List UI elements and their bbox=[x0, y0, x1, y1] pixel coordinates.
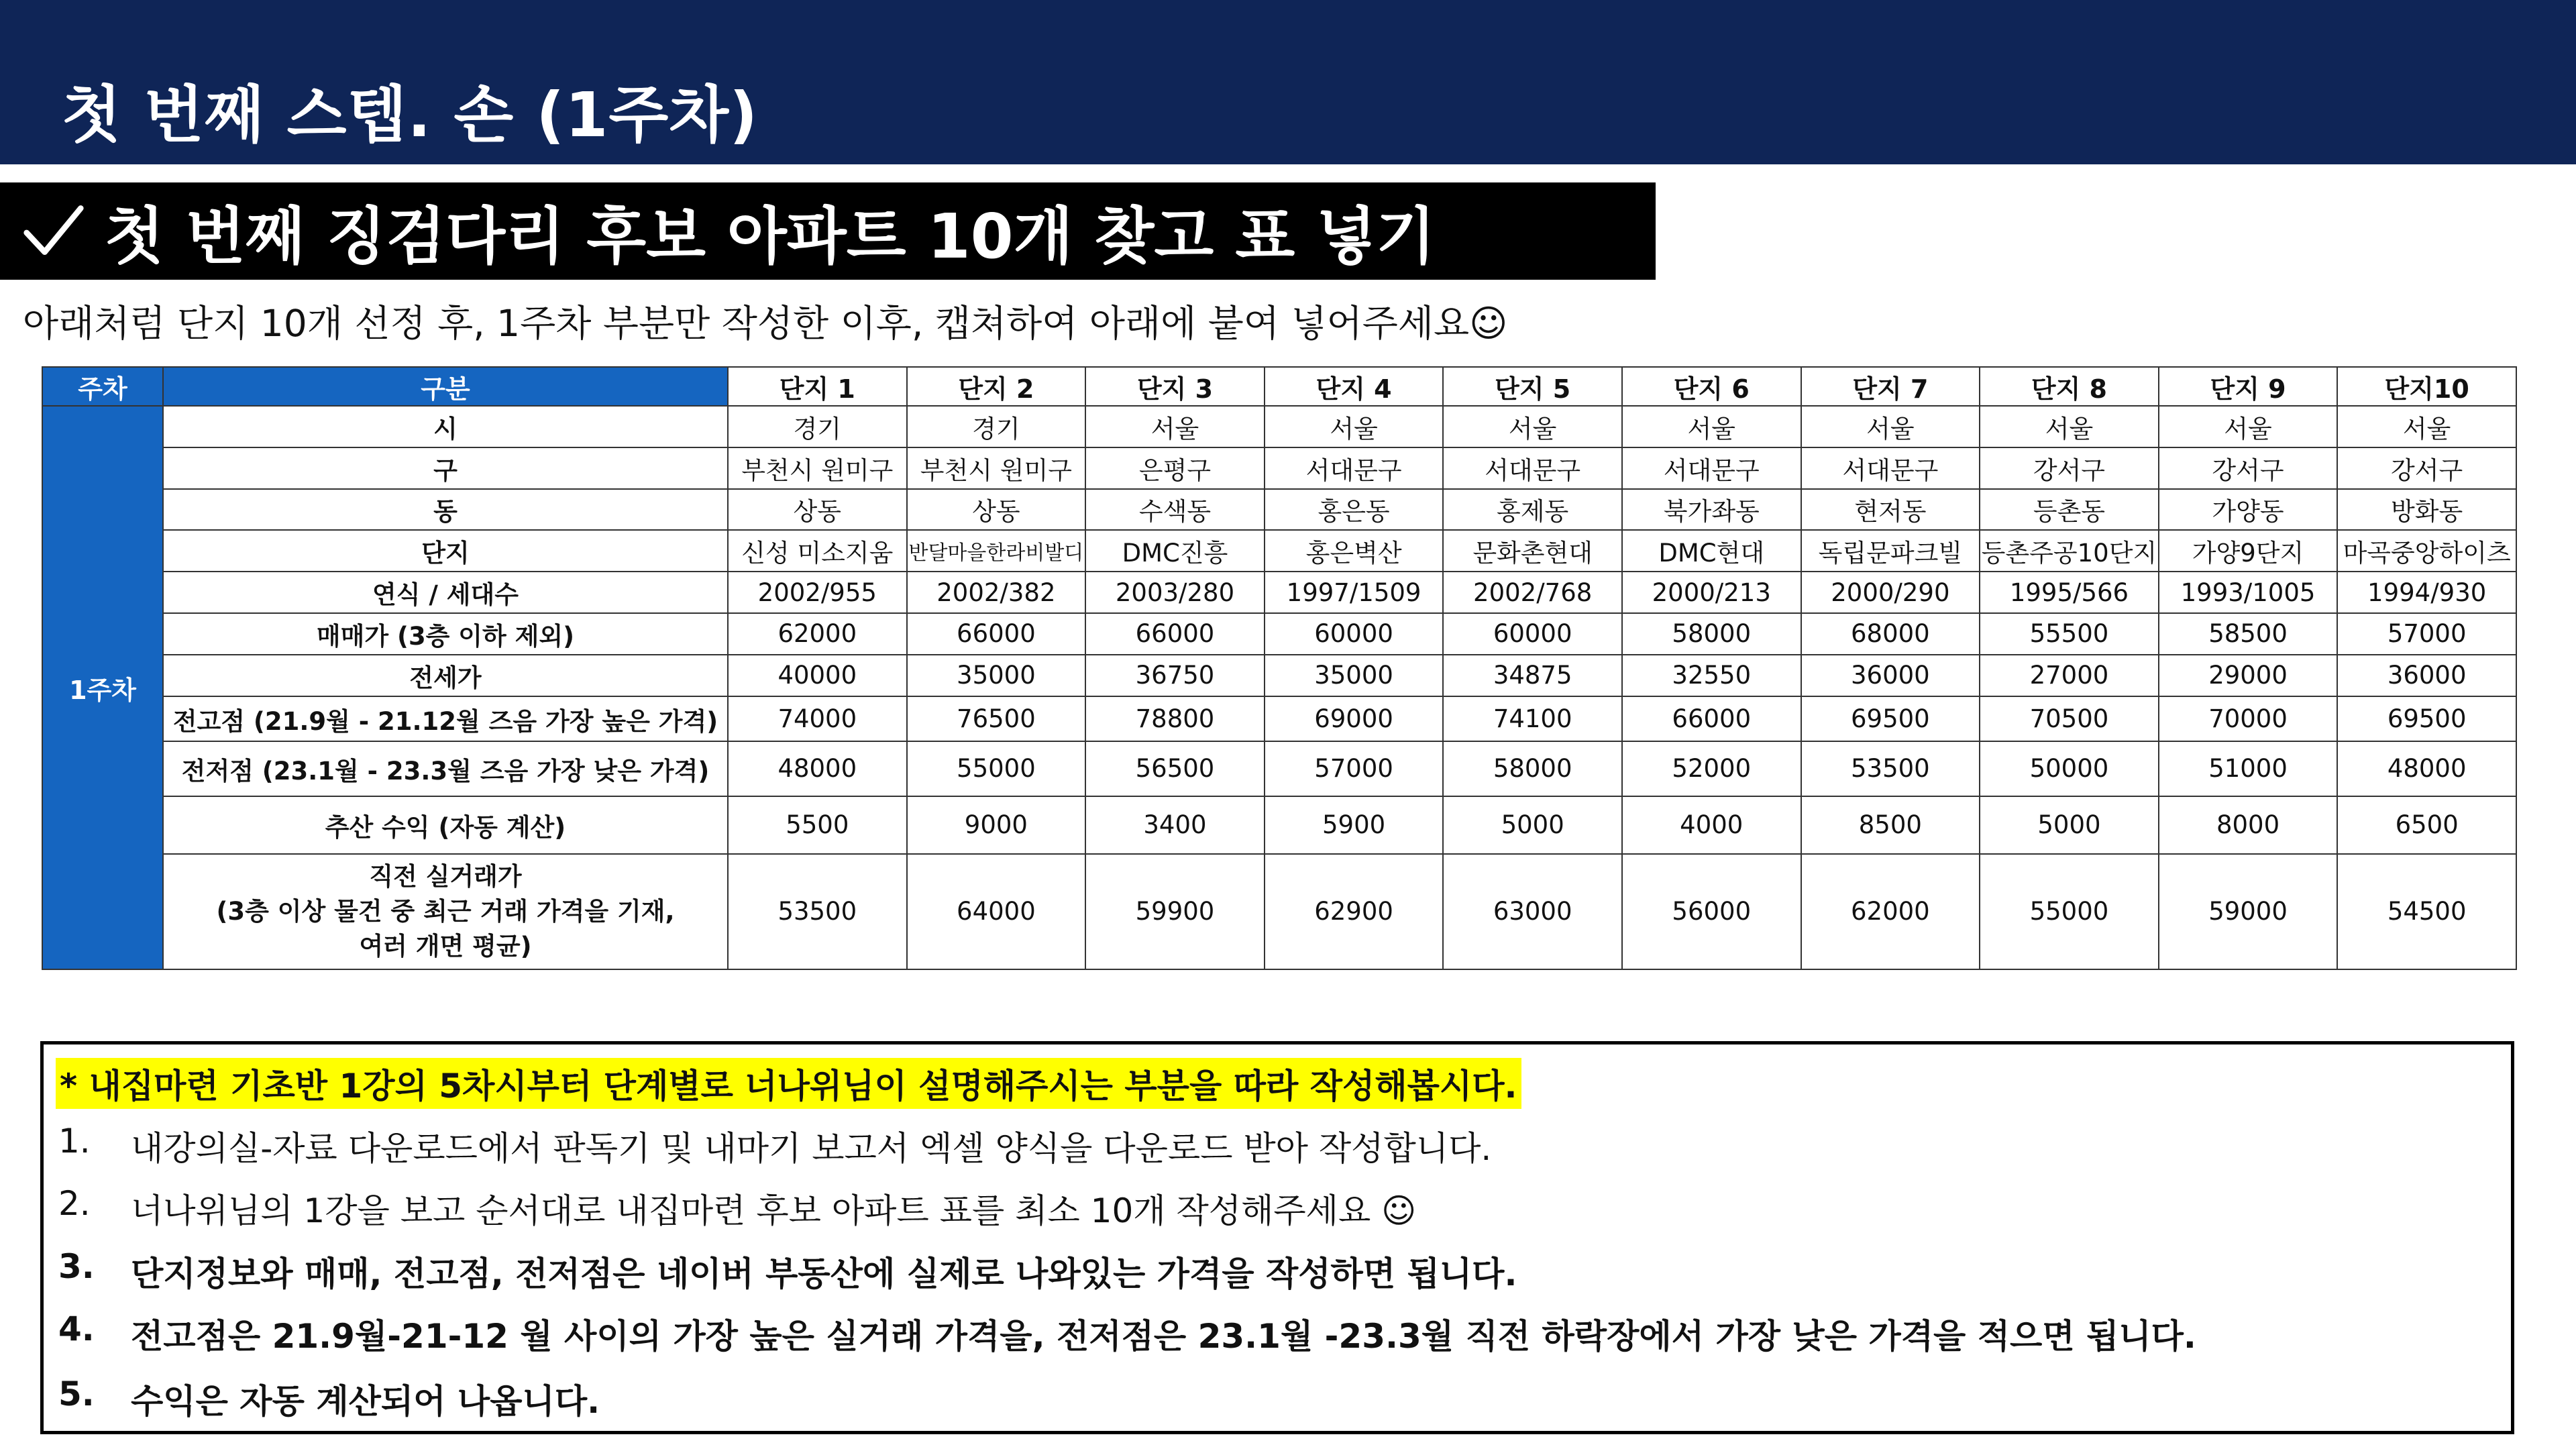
table-cell: 서울 bbox=[1265, 406, 1444, 447]
table-cell: 서울 bbox=[1443, 406, 1622, 447]
task-banner bbox=[0, 182, 1656, 280]
table-cell: 서울 bbox=[1622, 406, 1801, 447]
table-row bbox=[42, 406, 2516, 447]
complex-column-header: 단지 6 bbox=[1622, 367, 1801, 406]
table-cell: 51000 bbox=[2159, 741, 2338, 796]
row-label: 전세가 bbox=[163, 655, 728, 696]
note-number: 5. bbox=[58, 1375, 95, 1413]
table-cell: 36000 bbox=[2337, 655, 2516, 696]
note-text: 내강의실-자료 다운로드에서 판독기 및 내마기 보고서 엑셀 양식을 다운로드 받아 작성합니다. bbox=[131, 1129, 1492, 1168]
table-cell: 69000 bbox=[1265, 696, 1444, 742]
table-cell: 상동 bbox=[728, 489, 907, 531]
row-label: 구 bbox=[163, 447, 728, 489]
table-cell: 독립문파크빌 bbox=[1801, 530, 1980, 572]
week-cell: 1주차 bbox=[42, 406, 163, 969]
table-cell: 부천시 원미구 bbox=[728, 447, 907, 489]
note-number: 2. bbox=[58, 1184, 91, 1223]
table-cell: 문화촌현대 bbox=[1443, 530, 1622, 572]
table-cell: 52000 bbox=[1622, 741, 1801, 796]
row-label-line: 직전 실거래가 bbox=[369, 861, 522, 891]
table-cell: 서대문구 bbox=[1801, 447, 1980, 489]
candidate-table bbox=[42, 366, 2517, 970]
complex-column-header: 단지 8 bbox=[1980, 367, 2159, 406]
table-cell: 2002/955 bbox=[728, 572, 907, 613]
table-cell: 1997/1509 bbox=[1265, 572, 1444, 613]
table-cell: 32550 bbox=[1622, 655, 1801, 696]
row-label: 전고점 (21.9월 - 21.12월 즈음 가장 높은 가격) bbox=[163, 696, 728, 742]
note-item bbox=[58, 1184, 1416, 1232]
row-label: 매매가 (3층 이하 제외) bbox=[163, 613, 728, 655]
table-cell: 가양동 bbox=[2159, 489, 2338, 531]
table-cell: 56500 bbox=[1085, 741, 1265, 796]
table-cell: 57000 bbox=[2337, 613, 2516, 655]
table-row bbox=[42, 489, 2516, 531]
table-cell: 53500 bbox=[728, 854, 907, 969]
table-cell: 78800 bbox=[1085, 696, 1265, 742]
week-column-header: 주차 bbox=[42, 367, 163, 406]
complex-column-header: 단지 1 bbox=[728, 367, 907, 406]
table-cell: 가양9단지 bbox=[2159, 530, 2338, 572]
table-cell: 서울 bbox=[1085, 406, 1265, 447]
instruction-text: 아래처럼 단지 10개 선정 후, 1주차 부분만 작성한 이후, 캡쳐하여 아래에 붙여 넣어주세요☺ bbox=[23, 302, 1508, 345]
table-cell: 54500 bbox=[2337, 854, 2516, 969]
table-cell: 34875 bbox=[1443, 655, 1622, 696]
note-number: 1. bbox=[58, 1122, 91, 1161]
table-cell: 62000 bbox=[1801, 854, 1980, 969]
table-cell: 74100 bbox=[1443, 696, 1622, 742]
table-cell: 1995/566 bbox=[1980, 572, 2159, 613]
page-title: 첫 번째 스텝. 손 (1주차) bbox=[62, 79, 759, 151]
notes-highlight: * 내집마련 기초반 1강의 5차시부터 단계별로 너나위님이 설명해주시는 부분을 따라 작성해봅시다. bbox=[56, 1058, 1521, 1109]
table-cell: 홍은벽산 bbox=[1265, 530, 1444, 572]
category-column-header: 구분 bbox=[163, 367, 728, 406]
table-cell: 29000 bbox=[2159, 655, 2338, 696]
table-cell: 35000 bbox=[907, 655, 1086, 696]
table-row bbox=[42, 572, 2516, 613]
table-cell: 경기 bbox=[728, 406, 907, 447]
note-item bbox=[58, 1375, 600, 1423]
table-cell: 홍제동 bbox=[1443, 489, 1622, 531]
table-cell: 60000 bbox=[1265, 613, 1444, 655]
note-text: 수익은 자동 계산되어 나옵니다. bbox=[131, 1382, 600, 1421]
table-row bbox=[42, 854, 2516, 969]
row-label: 단지 bbox=[163, 530, 728, 572]
table-cell: 서대문구 bbox=[1443, 447, 1622, 489]
table-cell: 69500 bbox=[2337, 696, 2516, 742]
table-cell: 56000 bbox=[1622, 854, 1801, 969]
note-item bbox=[58, 1247, 1517, 1295]
table-cell: 등촌동 bbox=[1980, 489, 2159, 531]
table-cell: 36000 bbox=[1801, 655, 1980, 696]
note-number: 3. bbox=[58, 1247, 95, 1286]
table-cell: 55000 bbox=[1980, 854, 2159, 969]
complex-column-header: 단지 7 bbox=[1801, 367, 1980, 406]
table-cell: 5900 bbox=[1265, 796, 1444, 854]
table-cell: 신성 미소지움 bbox=[728, 530, 907, 572]
table-cell: 부천시 원미구 bbox=[907, 447, 1086, 489]
table-cell: 현저동 bbox=[1801, 489, 1980, 531]
table-cell: 2003/280 bbox=[1085, 572, 1265, 613]
table-cell: 경기 bbox=[907, 406, 1086, 447]
complex-column-header: 단지 3 bbox=[1085, 367, 1265, 406]
table-cell: 68000 bbox=[1801, 613, 1980, 655]
table-cell: 58500 bbox=[2159, 613, 2338, 655]
table-row bbox=[42, 613, 2516, 655]
table-row bbox=[42, 530, 2516, 572]
table-cell: 66000 bbox=[1085, 613, 1265, 655]
table-cell: 은평구 bbox=[1085, 447, 1265, 489]
table-cell: 반달마을한라비발디 bbox=[907, 530, 1086, 572]
note-text: 너나위님의 1강을 보고 순서대로 내집마련 후보 아파트 표를 최소 10개 작성해주세요 ☺ bbox=[131, 1191, 1417, 1230]
table-cell: 53500 bbox=[1801, 741, 1980, 796]
note-item bbox=[58, 1309, 2196, 1358]
table-cell: 48000 bbox=[728, 741, 907, 796]
table-cell: 강서구 bbox=[2159, 447, 2338, 489]
table-cell: 55000 bbox=[907, 741, 1086, 796]
table-cell: 59900 bbox=[1085, 854, 1265, 969]
row-label-line: 여러 개면 평균) bbox=[359, 931, 532, 961]
table-cell: 76500 bbox=[907, 696, 1086, 742]
table-cell: 69500 bbox=[1801, 696, 1980, 742]
table-cell: 8000 bbox=[2159, 796, 2338, 854]
table-cell: 2002/768 bbox=[1443, 572, 1622, 613]
complex-column-header: 단지 9 bbox=[2159, 367, 2338, 406]
complex-column-header: 단지 2 bbox=[907, 367, 1086, 406]
table-cell: 서울 bbox=[2337, 406, 2516, 447]
row-label: 전저점 (23.1월 - 23.3월 즈음 가장 낮은 가격) bbox=[163, 741, 728, 796]
table-cell: 35000 bbox=[1265, 655, 1444, 696]
table-row bbox=[42, 447, 2516, 489]
row-label: 연식 / 세대수 bbox=[163, 572, 728, 613]
table-cell: 서대문구 bbox=[1265, 447, 1444, 489]
row-label-line: (3층 이상 물건 중 최근 거래 가격을 기재, bbox=[216, 896, 675, 926]
table-cell: 방화동 bbox=[2337, 489, 2516, 531]
table-cell: 서울 bbox=[1980, 406, 2159, 447]
table-cell: 북가좌동 bbox=[1622, 489, 1801, 531]
table-cell: 5000 bbox=[1443, 796, 1622, 854]
table-cell: 55500 bbox=[1980, 613, 2159, 655]
table-cell: 1994/930 bbox=[2337, 572, 2516, 613]
table-cell: 마곡중앙하이츠 bbox=[2337, 530, 2516, 572]
table-cell: 홍은동 bbox=[1265, 489, 1444, 531]
table-row bbox=[42, 796, 2516, 854]
note-text: 전고점은 21.9월-21-12 월 사이의 가장 높은 실거래 가격을, 전저점은 23.1월 -23.3월 직전 하락장에서 가장 낮은 가격을 적으면 됩니다. bbox=[131, 1317, 2196, 1356]
table-cell: 2000/213 bbox=[1622, 572, 1801, 613]
table-cell: 58000 bbox=[1443, 741, 1622, 796]
table-cell: 수색동 bbox=[1085, 489, 1265, 531]
note-text: 단지정보와 매매, 전고점, 전저점은 네이버 부동산에 실제로 나와있는 가격을 작성하면 됩니다. bbox=[131, 1254, 1517, 1293]
table-cell: 27000 bbox=[1980, 655, 2159, 696]
table-cell: 6500 bbox=[2337, 796, 2516, 854]
table-cell: DMC현대 bbox=[1622, 530, 1801, 572]
row-label bbox=[163, 854, 728, 969]
complex-column-header: 단지10 bbox=[2337, 367, 2516, 406]
check-icon bbox=[21, 199, 86, 264]
row-label: 시 bbox=[163, 406, 728, 447]
table-cell: 50000 bbox=[1980, 741, 2159, 796]
table-cell: 2000/290 bbox=[1801, 572, 1980, 613]
table-cell: 3400 bbox=[1085, 796, 1265, 854]
table-cell: 강서구 bbox=[1980, 447, 2159, 489]
table-cell: 5000 bbox=[1980, 796, 2159, 854]
table-cell: 63000 bbox=[1443, 854, 1622, 969]
table-cell: 서대문구 bbox=[1622, 447, 1801, 489]
table-cell: 60000 bbox=[1443, 613, 1622, 655]
table-cell: 36750 bbox=[1085, 655, 1265, 696]
table-row bbox=[42, 696, 2516, 742]
table-cell: 5500 bbox=[728, 796, 907, 854]
complex-column-header: 단지 4 bbox=[1265, 367, 1444, 406]
table-row bbox=[42, 741, 2516, 796]
table-cell: 70500 bbox=[1980, 696, 2159, 742]
note-number: 4. bbox=[58, 1309, 95, 1348]
row-label: 추산 수익 (자동 계산) bbox=[163, 796, 728, 854]
table-cell: 57000 bbox=[1265, 741, 1444, 796]
table-cell: 등촌주공10단지 bbox=[1980, 530, 2159, 572]
table-cell: 48000 bbox=[2337, 741, 2516, 796]
complex-column-header: 단지 5 bbox=[1443, 367, 1622, 406]
table-cell: 66000 bbox=[907, 613, 1086, 655]
table-cell: 서울 bbox=[1801, 406, 1980, 447]
table-cell: 40000 bbox=[728, 655, 907, 696]
table-cell: 4000 bbox=[1622, 796, 1801, 854]
table-cell: 70000 bbox=[2159, 696, 2338, 742]
notes-box bbox=[40, 1041, 2514, 1434]
table-cell: DMC진흥 bbox=[1085, 530, 1265, 572]
table-cell: 59000 bbox=[2159, 854, 2338, 969]
table-cell: 64000 bbox=[907, 854, 1086, 969]
table-cell: 62900 bbox=[1265, 854, 1444, 969]
table-cell: 66000 bbox=[1622, 696, 1801, 742]
table-row bbox=[42, 655, 2516, 696]
table-cell: 9000 bbox=[907, 796, 1086, 854]
table-cell: 강서구 bbox=[2337, 447, 2516, 489]
note-item bbox=[58, 1122, 1491, 1170]
table-cell: 58000 bbox=[1622, 613, 1801, 655]
table-cell: 2002/382 bbox=[907, 572, 1086, 613]
table-header-row bbox=[42, 367, 2516, 406]
table-cell: 상동 bbox=[907, 489, 1086, 531]
row-label: 동 bbox=[163, 489, 728, 531]
table-cell: 1993/1005 bbox=[2159, 572, 2338, 613]
table-cell: 62000 bbox=[728, 613, 907, 655]
table-cell: 74000 bbox=[728, 696, 907, 742]
table-cell: 8500 bbox=[1801, 796, 1980, 854]
task-title: 첫 번째 징검다리 후보 아파트 10개 찾고 표 넣기 bbox=[105, 200, 1436, 272]
table-cell: 서울 bbox=[2159, 406, 2338, 447]
